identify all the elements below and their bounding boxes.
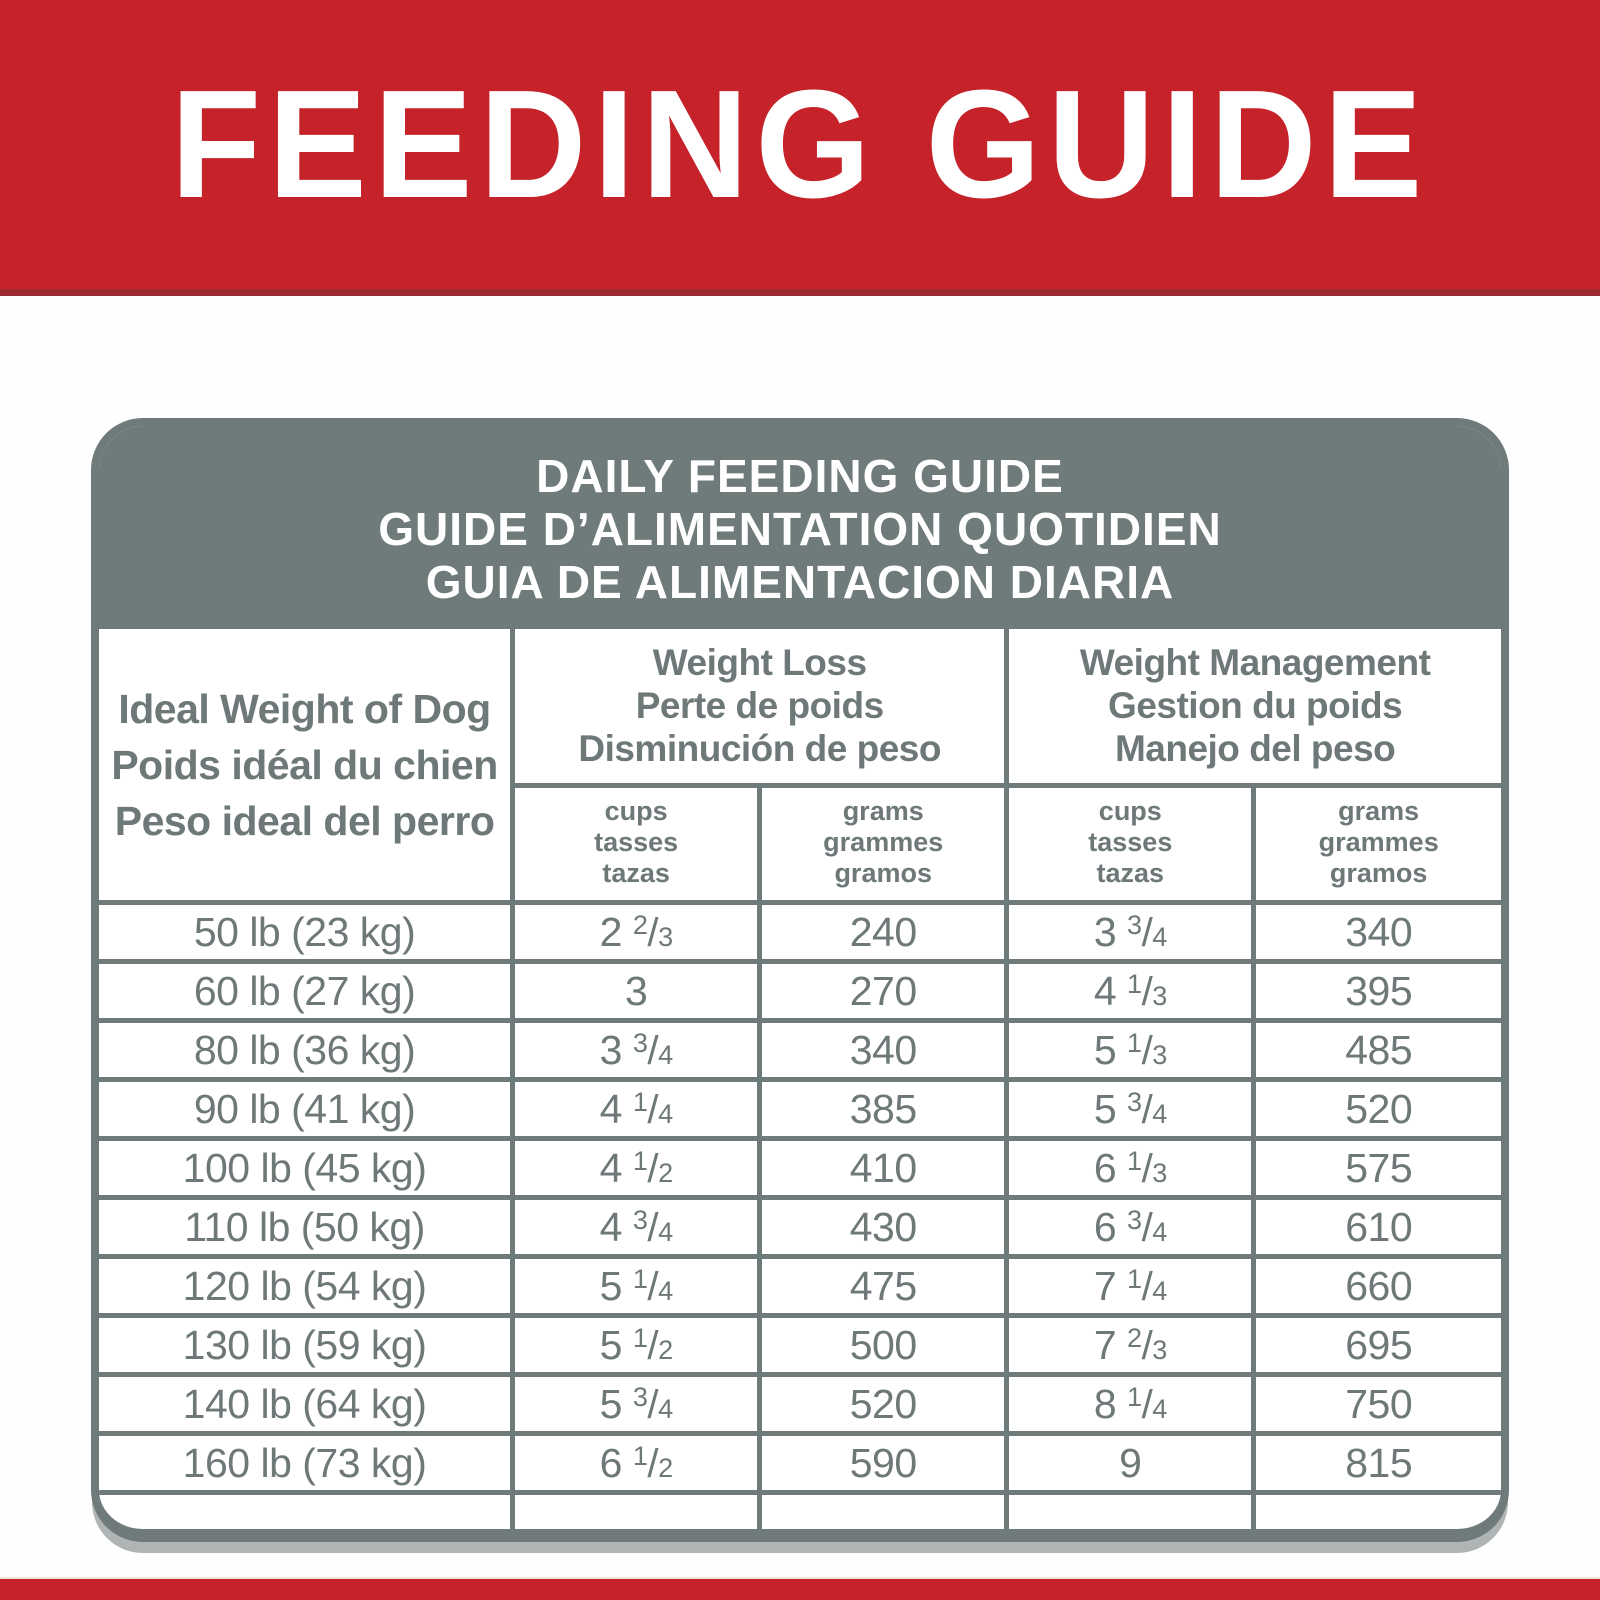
fraction-denominator: 2	[658, 1335, 673, 1366]
table-row	[99, 1375, 1501, 1434]
feeding-guide-banner	[0, 0, 1600, 296]
wm-grams-cell: 660	[1254, 1257, 1501, 1316]
fraction-slash: /	[1141, 1263, 1153, 1309]
wm-grams-cell: 340	[1254, 903, 1501, 962]
fraction-denominator: 3	[1152, 1335, 1167, 1366]
whole-number: 6	[1093, 1144, 1117, 1191]
fraction-denominator: 4	[1152, 922, 1167, 953]
weight-cell: 100 lb (45 kg)	[99, 1139, 513, 1198]
fraction-numerator: 3	[1127, 1087, 1142, 1118]
wl-grams-cell: 270	[760, 962, 1007, 1021]
fraction-numerator: 1	[632, 1146, 648, 1177]
wm-cups-cell	[1007, 962, 1254, 1021]
whole-number: 5	[599, 1321, 622, 1368]
wl-cups-header	[513, 786, 760, 903]
spacer-cell	[99, 1493, 513, 1529]
fraction-denominator: 3	[1152, 981, 1167, 1012]
weight-cell: 160 lb (73 kg)	[99, 1434, 513, 1493]
fraction-numerator: 3	[632, 1028, 648, 1059]
whole-number: 6	[1093, 1203, 1117, 1250]
whole-number: 6	[599, 1439, 622, 1486]
cups-label-es: tazas	[602, 858, 670, 888]
whole-number: 7	[1093, 1262, 1117, 1309]
weight-header-en: Ideal Weight of Dog	[118, 685, 491, 732]
whole-number: 7	[1093, 1321, 1117, 1368]
fraction-numerator: 1	[1127, 1382, 1142, 1413]
spacer-cell	[1254, 1493, 1501, 1529]
wl-cups-cell	[513, 1257, 760, 1316]
wl-grams-header	[760, 786, 1007, 903]
wm-cups-cell	[1007, 1434, 1254, 1493]
fraction-slash: /	[1141, 1086, 1153, 1132]
weight-loss-fr: Perte de poids	[635, 685, 884, 726]
fraction-numerator: 3	[632, 1205, 648, 1236]
fraction-numerator: 2	[1127, 1323, 1142, 1354]
wl-cups-cell	[513, 1434, 760, 1493]
weight-cell: 120 lb (54 kg)	[99, 1257, 513, 1316]
cups-label-es: tazas	[1096, 858, 1165, 888]
wm-grams-header	[1254, 786, 1501, 903]
whole-number: 5	[1093, 1085, 1117, 1132]
fraction-denominator: 4	[1152, 1276, 1167, 1307]
whole-number: 2	[599, 908, 622, 955]
fraction-numerator: 3	[1127, 910, 1142, 941]
wl-grams-cell: 410	[760, 1139, 1007, 1198]
whole-number: 4	[599, 1144, 622, 1191]
table-bottom-spacer-row	[99, 1493, 1501, 1529]
whole-number: 5	[599, 1262, 622, 1309]
wl-cups-cell	[513, 1021, 760, 1080]
grams-label-es: gramos	[1329, 858, 1428, 888]
wm-grams-cell: 750	[1254, 1375, 1501, 1434]
feeding-table-body	[99, 903, 1501, 1529]
fraction-denominator: 2	[658, 1158, 673, 1189]
fraction-denominator: 3	[1152, 1158, 1167, 1189]
table-row	[99, 1257, 1501, 1316]
wl-cups-cell	[513, 962, 760, 1021]
weight-cell: 80 lb (36 kg)	[99, 1021, 513, 1080]
weight-header-fr: Poids idéal du chien	[111, 741, 498, 788]
feeding-guide-title: FEEDING GUIDE	[170, 58, 1430, 230]
table-row	[99, 962, 1501, 1021]
whole-number: 5	[599, 1380, 622, 1427]
wm-cups-cell	[1007, 1139, 1254, 1198]
wm-cups-header	[1007, 786, 1254, 903]
daily-feeding-guide-card	[91, 418, 1509, 1542]
fraction-slash: /	[647, 909, 659, 955]
spacer-cell	[1007, 1493, 1254, 1529]
fraction-slash: /	[1141, 1322, 1153, 1368]
wl-grams-cell: 340	[760, 1021, 1007, 1080]
wl-grams-cell: 520	[760, 1375, 1007, 1434]
fraction-numerator: 2	[632, 910, 648, 941]
fraction-slash: /	[1141, 1204, 1153, 1250]
fraction-slash: /	[647, 1204, 659, 1250]
weight-cell: 110 lb (50 kg)	[99, 1198, 513, 1257]
fraction-denominator: 4	[1152, 1099, 1167, 1130]
weight-cell: 50 lb (23 kg)	[99, 903, 513, 962]
whole-number: 3	[1093, 908, 1117, 955]
wl-grams-cell: 430	[760, 1198, 1007, 1257]
weight-cell: 90 lb (41 kg)	[99, 1080, 513, 1139]
cups-label-en: cups	[604, 796, 668, 826]
weight-management-group-header	[1007, 629, 1501, 786]
wm-grams-cell: 485	[1254, 1021, 1501, 1080]
fraction-numerator: 1	[1127, 969, 1142, 1000]
weight-column-header	[99, 629, 513, 903]
fraction-denominator: 4	[1152, 1394, 1167, 1425]
table-row	[99, 1316, 1501, 1375]
table-row	[99, 1198, 1501, 1257]
wm-grams-cell: 815	[1254, 1434, 1501, 1493]
fraction-numerator: 1	[632, 1441, 648, 1472]
card-title-en: DAILY FEEDING GUIDE	[536, 450, 1064, 502]
wm-cups-cell	[1007, 1375, 1254, 1434]
fraction-denominator: 4	[658, 1394, 673, 1425]
feeding-table	[99, 629, 1501, 1529]
grams-label-fr: grammes	[1318, 827, 1439, 857]
card-title-es: GUIA DE ALIMENTACION DIARIA	[425, 556, 1175, 608]
grams-label-es: gramos	[834, 858, 932, 888]
wl-cups-cell	[513, 903, 760, 962]
card-title-block	[99, 426, 1501, 629]
fraction-slash: /	[647, 1263, 659, 1309]
whole-number: 3	[624, 967, 648, 1014]
wm-grams-cell: 395	[1254, 962, 1501, 1021]
wl-cups-cell	[513, 1375, 760, 1434]
wm-cups-cell	[1007, 1198, 1254, 1257]
weight-management-fr: Gestion du poids	[1108, 685, 1403, 726]
cups-label-fr: tasses	[594, 827, 679, 857]
wl-cups-cell	[513, 1080, 760, 1139]
fraction-numerator: 1	[632, 1264, 648, 1295]
whole-number: 3	[599, 1026, 622, 1073]
fraction-denominator: 4	[658, 1040, 673, 1071]
whole-number: 4	[599, 1203, 622, 1250]
fraction-slash: /	[647, 1086, 659, 1132]
weight-management-es: Manejo del peso	[1114, 728, 1396, 769]
grams-label-en: grams	[1338, 796, 1420, 826]
whole-number: 9	[1119, 1439, 1142, 1486]
bottom-red-strip	[0, 1577, 1600, 1600]
wm-grams-cell: 695	[1254, 1316, 1501, 1375]
fraction-numerator: 3	[1127, 1205, 1142, 1236]
table-row	[99, 1139, 1501, 1198]
fraction-slash: /	[1141, 1145, 1153, 1191]
fraction-denominator: 3	[658, 922, 673, 953]
weight-cell: 140 lb (64 kg)	[99, 1375, 513, 1434]
grams-label-fr: grammes	[823, 827, 944, 857]
wl-grams-cell: 240	[760, 903, 1007, 962]
fraction-denominator: 4	[658, 1217, 673, 1248]
wm-cups-cell	[1007, 1021, 1254, 1080]
feeding-table-head	[99, 629, 1501, 903]
whole-number: 4	[1093, 967, 1117, 1014]
weight-management-en: Weight Management	[1079, 642, 1431, 683]
weight-cell: 130 lb (59 kg)	[99, 1316, 513, 1375]
wl-grams-cell: 590	[760, 1434, 1007, 1493]
wl-cups-cell	[513, 1139, 760, 1198]
table-row	[99, 903, 1501, 962]
table-row	[99, 1021, 1501, 1080]
fraction-slash: /	[647, 1027, 659, 1073]
fraction-slash: /	[1141, 909, 1153, 955]
fraction-slash: /	[647, 1440, 659, 1486]
whole-number: 4	[599, 1085, 622, 1132]
fraction-numerator: 1	[1127, 1146, 1142, 1177]
fraction-denominator: 4	[1152, 1217, 1167, 1248]
fraction-denominator: 4	[658, 1099, 673, 1130]
wl-cups-cell	[513, 1316, 760, 1375]
fraction-slash: /	[1141, 968, 1153, 1014]
fraction-slash: /	[647, 1381, 659, 1427]
fraction-slash: /	[1141, 1381, 1153, 1427]
wm-grams-cell: 575	[1254, 1139, 1501, 1198]
fraction-denominator: 4	[658, 1276, 673, 1307]
spacer-cell	[760, 1493, 1007, 1529]
wm-cups-cell	[1007, 1257, 1254, 1316]
weight-loss-group-header	[513, 629, 1007, 786]
cups-label-fr: tasses	[1088, 827, 1173, 857]
whole-number: 5	[1093, 1026, 1117, 1073]
wl-grams-cell: 500	[760, 1316, 1007, 1375]
weight-header-es: Peso ideal del perro	[114, 797, 495, 844]
fraction-numerator: 3	[632, 1382, 648, 1413]
fraction-slash: /	[1141, 1027, 1153, 1073]
fraction-numerator: 1	[632, 1323, 648, 1354]
fraction-numerator: 1	[1127, 1028, 1142, 1059]
weight-loss-es: Disminución de peso	[578, 728, 941, 769]
fraction-numerator: 1	[1127, 1264, 1142, 1295]
cups-label-en: cups	[1098, 796, 1162, 826]
weight-loss-en: Weight Loss	[652, 642, 867, 683]
fraction-numerator: 1	[632, 1087, 648, 1118]
wm-grams-cell: 610	[1254, 1198, 1501, 1257]
table-row	[99, 1080, 1501, 1139]
fraction-slash: /	[647, 1145, 659, 1191]
wm-cups-cell	[1007, 1080, 1254, 1139]
fraction-slash: /	[647, 1322, 659, 1368]
fraction-denominator: 2	[658, 1453, 673, 1484]
table-row	[99, 1434, 1501, 1493]
card-title-fr: GUIDE D’ALIMENTATION QUOTIDIEN	[378, 503, 1222, 555]
spacer-cell	[513, 1493, 760, 1529]
wm-cups-cell	[1007, 1316, 1254, 1375]
weight-cell: 60 lb (27 kg)	[99, 962, 513, 1021]
wl-cups-cell	[513, 1198, 760, 1257]
fraction-denominator: 3	[1152, 1040, 1167, 1071]
grams-label-en: grams	[842, 796, 924, 826]
wl-grams-cell: 475	[760, 1257, 1007, 1316]
wl-grams-cell: 385	[760, 1080, 1007, 1139]
group-header-row	[99, 629, 1501, 786]
wm-cups-cell	[1007, 903, 1254, 962]
wm-grams-cell: 520	[1254, 1080, 1501, 1139]
whole-number: 8	[1093, 1380, 1117, 1427]
